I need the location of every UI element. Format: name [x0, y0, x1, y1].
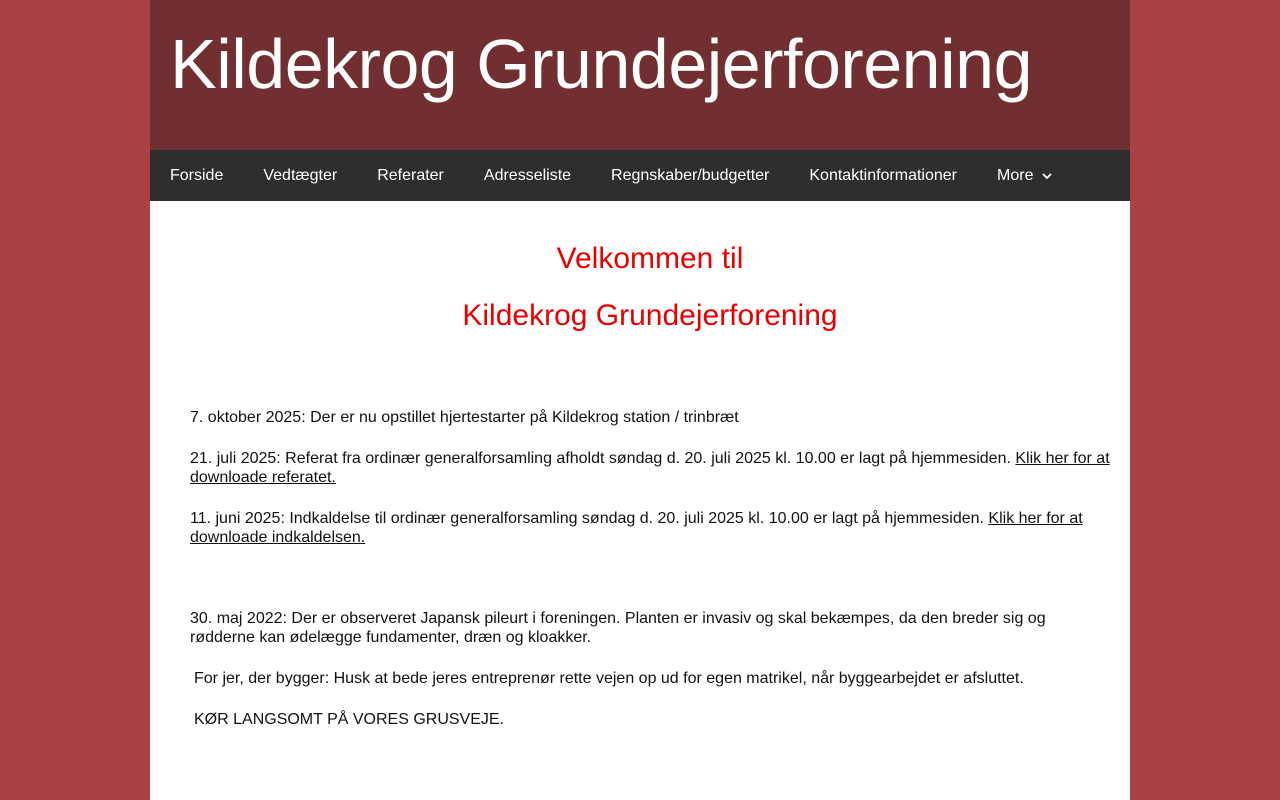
nav-item-vedtaegter[interactable]	[243, 150, 357, 201]
nav-item-label: Referater	[377, 167, 444, 184]
nav-item-forside[interactable]	[150, 150, 243, 201]
nav-item-regnskaber[interactable]	[591, 150, 789, 201]
nav-item-label: Regnskaber/budgetter	[611, 167, 770, 184]
nav-item-more[interactable]	[977, 150, 1073, 201]
news-list	[190, 408, 1110, 729]
download-referat-link[interactable]: Klik her for at downloade referatet.	[190, 450, 1110, 486]
main-content	[150, 201, 1130, 729]
news-item: For jer, der bygger: Husk at bede jeres entreprenør rette vejen op ud for egen matrikel, når byggearbejdet er afsluttet.	[194, 670, 1024, 687]
nav-item-referater[interactable]	[357, 150, 464, 201]
site-title[interactable]: Kildekrog Grundejerforening	[170, 25, 1033, 103]
nav-item-label: Vedtægter	[263, 167, 338, 184]
news-item	[190, 449, 1110, 487]
nav-item-kontaktinformationer[interactable]	[789, 150, 977, 201]
main-navigation	[150, 150, 1130, 201]
page-container	[150, 0, 1130, 800]
nav-item-label: Kontaktinformationer	[809, 167, 958, 184]
news-item: 7. oktober 2025: Der er nu opstillet hjertestarter på Kildekrog station / trinbræt	[190, 409, 739, 426]
nav-item-adresseliste[interactable]	[464, 150, 591, 201]
site-header	[150, 0, 1130, 150]
nav-item-label: Forside	[170, 167, 224, 184]
welcome-heading-line1: Velkommen til	[556, 242, 744, 275]
download-indkaldelse-link[interactable]: Klik her for at downloade indkaldelsen.	[190, 510, 1083, 546]
news-item: KØR LANGSOMT PÅ VORES GRUSVEJE.	[194, 711, 504, 728]
news-item-text: 21. juli 2025: Referat fra ordinær generalforsamling afholdt søndag d. 20. juli 2025 kl. 10.00 er lagt på hjemmesiden.	[190, 450, 1016, 467]
nav-item-label: Adresseliste	[483, 167, 572, 184]
news-item-text: 11. juni 2025: Indkaldelse til ordinær generalforsamling søndag d. 20. juli 2025 kl. 10.00 er lagt på hjemmesiden.	[190, 510, 989, 527]
news-item	[190, 509, 1110, 547]
chevron-down-icon	[1041, 170, 1053, 182]
nav-item-label: More	[997, 167, 1034, 184]
news-item: 30. maj 2022: Der er observeret Japansk pileurt i foreningen. Planten er invasiv og skal bekæmpes, da den breder sig og rødderne kan ødelægge fundamenter, dræn og kloakker.	[190, 610, 1046, 646]
welcome-heading-line2: Kildekrog Grundejerforening	[462, 299, 838, 332]
